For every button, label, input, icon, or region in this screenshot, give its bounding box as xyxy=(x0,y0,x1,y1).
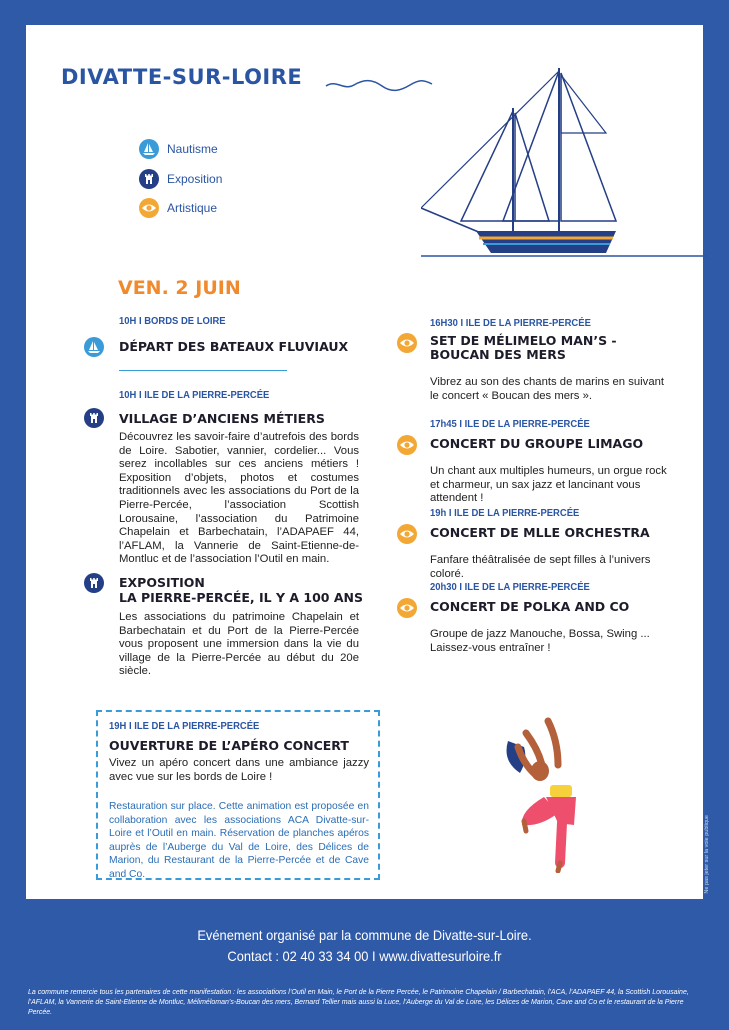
footer-organizer: Evénement organisé par la commune de Divatte-sur-Loire. xyxy=(197,927,532,943)
legend-label: Nautisme xyxy=(167,142,218,156)
apero-note: Restauration sur place. Cette animation est proposée en collaboration avec les associations ACA Divatte-sur-Loire et l’Outil en main. Réservation de planches apéros auprès de l’Auberge du Val de Loire, des Délices de Marion, du Restaurant de la Pierre-Percée et de Cave and Co. xyxy=(109,801,369,880)
legend-item-artistique xyxy=(139,197,217,219)
wave-decoration-icon xyxy=(324,77,434,93)
event-title: DÉPART DES BATEAUX FLUVIAUX xyxy=(119,339,349,354)
event-description: Les associations du patrimoine Chapelain et Barbechatain et du Port de la Pierre-Percée vous proposent une immersion dans la vie du village de la Pierre-Percée au début du 20e siècle. xyxy=(119,611,359,678)
footer-thanks: La commune remercie tous les partenaires de cette manifestation : les associations l’Outil en Main, le Port de la Pierre Percée, le Patrimoine Chapelain / Barbechatain, l’ACA, l’ADAPAEF 44, la Scottish Lorousaine, l’AFLAM, la Vannerie de Saint-Etienne de Montluc, Méliméloman’s-Boucan des mers, Bernard Tellier mais aussi la Luce, l’Auberge du Val de Loire, les Délices de Marion, Cave and Co et le restaurant de la Pierre Percée. xyxy=(28,989,689,1016)
event-description-line2: Laissez-vous entraîner ! xyxy=(430,642,551,654)
event-title-line2: BOUCAN DES MERS xyxy=(430,347,566,362)
eye-icon xyxy=(397,524,417,544)
tower-icon xyxy=(139,169,159,189)
tower-icon xyxy=(84,408,104,428)
dancer-illustration-icon xyxy=(496,713,596,873)
event-description: Vibrez au son des chants de marins en suivant le concert « Boucan des mers ». xyxy=(430,376,665,402)
divider xyxy=(119,370,287,371)
legend-label: Exposition xyxy=(167,172,223,186)
event-title: CONCERT DE MLLE ORCHESTRA xyxy=(430,525,650,540)
event-date: VEN. 2 JUIN xyxy=(118,277,241,299)
poster-card xyxy=(26,25,703,899)
event-description-line1: Groupe de jazz Manouche, Bossa, Swing ... xyxy=(430,628,650,640)
eye-icon xyxy=(139,198,159,218)
event-meta: 17h45 I ILE DE LA PIERRE-PERCÉE xyxy=(430,418,590,430)
eye-icon xyxy=(397,598,417,618)
event-title-line1: EXPOSITION xyxy=(119,575,205,590)
event-meta: 19H I ILE DE LA PIERRE-PERCÉE xyxy=(109,720,260,732)
event-title-line2: LA PIERRE-PERCÉE, IL Y A 100 ANS xyxy=(119,590,363,605)
event-title: OUVERTURE DE L’APÉRO CONCERT xyxy=(109,738,349,753)
sailboat-icon xyxy=(84,337,104,357)
event-title: CONCERT DE POLKA AND CO xyxy=(430,599,630,614)
event-meta: 10H I BORDS DE LOIRE xyxy=(119,315,226,327)
event-title-line1: SET DE MÉLIMELO MAN’S - xyxy=(430,333,617,348)
apero-concert-box xyxy=(96,710,380,880)
event-meta: 20h30 I ILE DE LA PIERRE-PERCÉE xyxy=(430,581,590,593)
legend-item-exposition xyxy=(139,168,222,190)
sailboat-icon xyxy=(139,139,159,159)
legend-item-nautisme xyxy=(139,138,218,160)
event-meta: 10H I ILE DE LA PIERRE-PERCÉE xyxy=(119,389,270,401)
event-title: VILLAGE D’ANCIENS MÉTIERS xyxy=(119,411,325,426)
credit-note: Ne pas jeter sur la voie publique xyxy=(704,815,710,894)
page-title: DIVATTE-SUR-LOIRE xyxy=(61,65,303,89)
eye-icon xyxy=(397,333,417,353)
event-description: Un chant aux multiples humeurs, un orgue rock et charmeur, un sax jazz et lancinant vous attendent ! xyxy=(430,465,667,505)
sailboat-illustration-icon xyxy=(421,63,706,263)
tower-icon xyxy=(84,573,104,593)
event-description: Découvrez les savoir-faire d’autrefois des bords de Loire. Sabotier, vannier, cordelier... Vous serez incollables sur ces anciens métiers ! Exposition d’objets, photos et costumes traditionnels avec les associations du Port de la Pierre-Percée, l’association Scottish Lorousaine, l’association du Patrimoine Chapelain et Barbechatain, l’ADAPAEF 44, l’AFLAM, la Vannerie de Saint-Etienne-de-Montluc et de l’association l’Outil en main. xyxy=(119,431,359,566)
footer-contact: Contact : 02 40 33 34 00 I www.divattesurloire.fr xyxy=(227,948,502,964)
eye-icon xyxy=(397,435,417,455)
event-description: Fanfare théâtralisée de sept filles à l’univers coloré. xyxy=(430,554,651,580)
event-title: CONCERT DU GROUPE LIMAGO xyxy=(430,436,644,451)
event-description: Vivez un apéro concert dans une ambiance jazzy avec vue sur les bords de Loire ! xyxy=(109,757,369,783)
legend-label: Artistique xyxy=(167,201,218,215)
event-meta: 19h I ILE DE LA PIERRE-PERCÉE xyxy=(430,507,580,519)
event-meta: 16H30 I ILE DE LA PIERRE-PERCÉE xyxy=(430,317,591,329)
